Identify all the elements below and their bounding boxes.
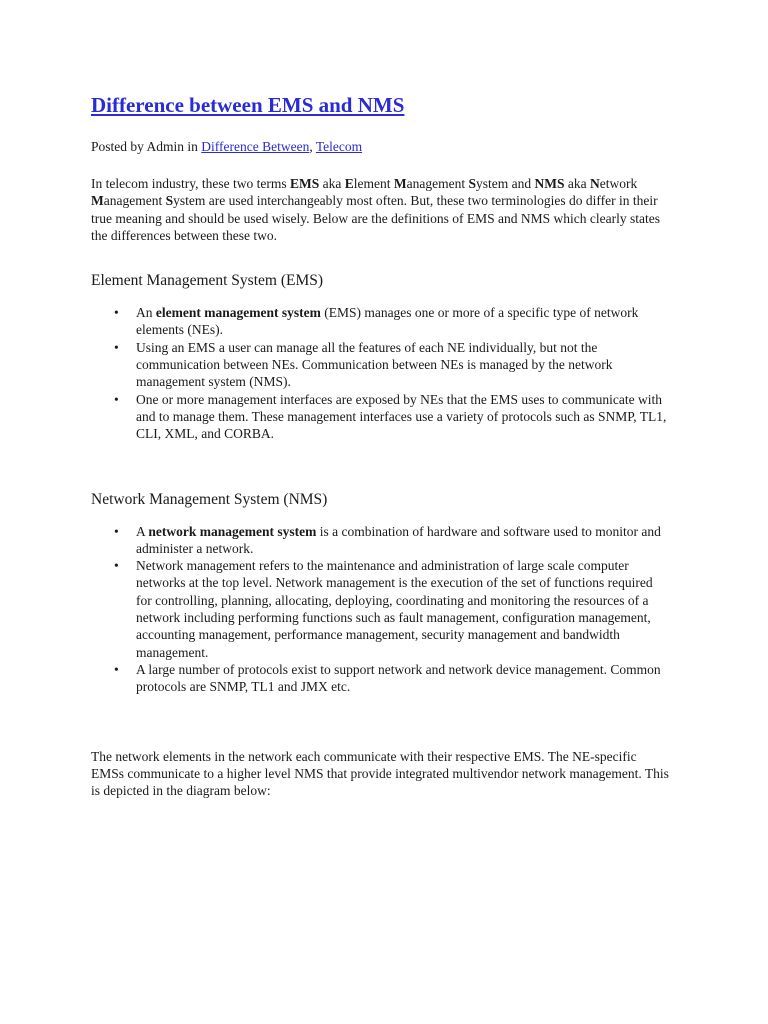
list-item [114, 339, 671, 391]
list-item-text: An [136, 305, 156, 321]
post-meta-separator: , [309, 139, 316, 154]
bullet-icon: • [114, 391, 119, 407]
bullet-icon: • [114, 523, 119, 539]
list-item-text: Using an EMS a user can manage all the features of each NE individually, but not the communication between NEs. Communication between NEs is managed by the network management system (NMS). [136, 339, 613, 390]
post-meta [91, 138, 671, 155]
list-item-text: One or more management interfaces are exposed by NEs that the EMS uses to communicate with and to manage them. These management interfaces use a variety of protocols such as SNMP, TL1, CLI, XML, and CORBA. [136, 391, 667, 442]
bullet-icon: • [114, 661, 119, 677]
article-title-link[interactable]: Difference between EMS and NMS [91, 93, 405, 117]
list-item [114, 304, 671, 339]
ems-list [91, 304, 671, 442]
list-item [114, 523, 671, 558]
intro-text: etwork [599, 176, 638, 191]
intro-bold: S [468, 176, 476, 191]
list-item-text: A [136, 523, 149, 539]
intro-text: aka [319, 176, 345, 191]
list-item-bold: element management system [155, 305, 321, 321]
list-item [114, 557, 671, 661]
intro-bold: N [589, 176, 600, 191]
list-item-text: A large number of protocols exist to support network and network device management. Common protocols are SNMP, TL1 and JMX etc. [136, 661, 661, 695]
intro-text: ystem and [475, 176, 535, 191]
article-title [91, 92, 671, 118]
intro-text: anagement [406, 176, 469, 191]
list-item [114, 661, 671, 696]
list-item [114, 391, 671, 443]
list-item-text: Network management refers to the maintenance and administration of large scale computer networks at the top level. Network management is the execution of the set of functions required for controlling, planning, allocating, deploying, coordinating and monitoring the resources of a network including performing functions such as fault management, configuration management, accounting management, performance management, security management and bandwidth management. [136, 558, 653, 660]
category-link-telecom[interactable]: Telecom [315, 139, 363, 154]
nms-heading: Network Management System (NMS) [91, 490, 328, 508]
bullet-icon: • [114, 339, 119, 355]
intro-paragraph [91, 175, 671, 244]
intro-text: ystem are used interchangeably most often. But, these two terminologies do differ in their true meaning and should be used wisely. Below are the definitions of EMS and NMS which clearly states the differences between these two. [91, 193, 661, 243]
intro-text: In telecom industry, these two terms [91, 176, 290, 191]
post-meta-prefix: Posted by Admin in [91, 139, 202, 154]
bullet-icon: • [114, 305, 119, 321]
bullet-icon: • [114, 558, 119, 574]
ems-heading: Element Management System (EMS) [91, 272, 324, 290]
intro-text: aka [564, 176, 590, 191]
list-item-bold: network management system [148, 523, 317, 539]
intro-bold: EMS [289, 176, 320, 191]
intro-bold: M [91, 193, 104, 209]
intro-bold: M [393, 176, 407, 191]
intro-bold: S [165, 193, 174, 209]
article [91, 92, 671, 799]
nms-list [91, 523, 671, 696]
list-item-text: is a combination of hardware and software used to monitor and administer a network. [136, 523, 661, 556]
intro-text: anagement [103, 193, 166, 209]
intro-bold: NMS [534, 176, 565, 191]
intro-text: lement [353, 176, 394, 191]
closing-paragraph: The network elements in the network each communicate with their respective EMS. The NE-specific EMSs communicate to a higher level NMS that provide integrated multivendor network management. This is depicted in the diagram below: [91, 748, 669, 799]
category-link-difference-between[interactable]: Difference Between [201, 139, 310, 154]
intro-bold: E [344, 176, 354, 191]
list-item-text: (EMS) manages one or more of a specific type of network elements (NEs). [136, 305, 639, 338]
